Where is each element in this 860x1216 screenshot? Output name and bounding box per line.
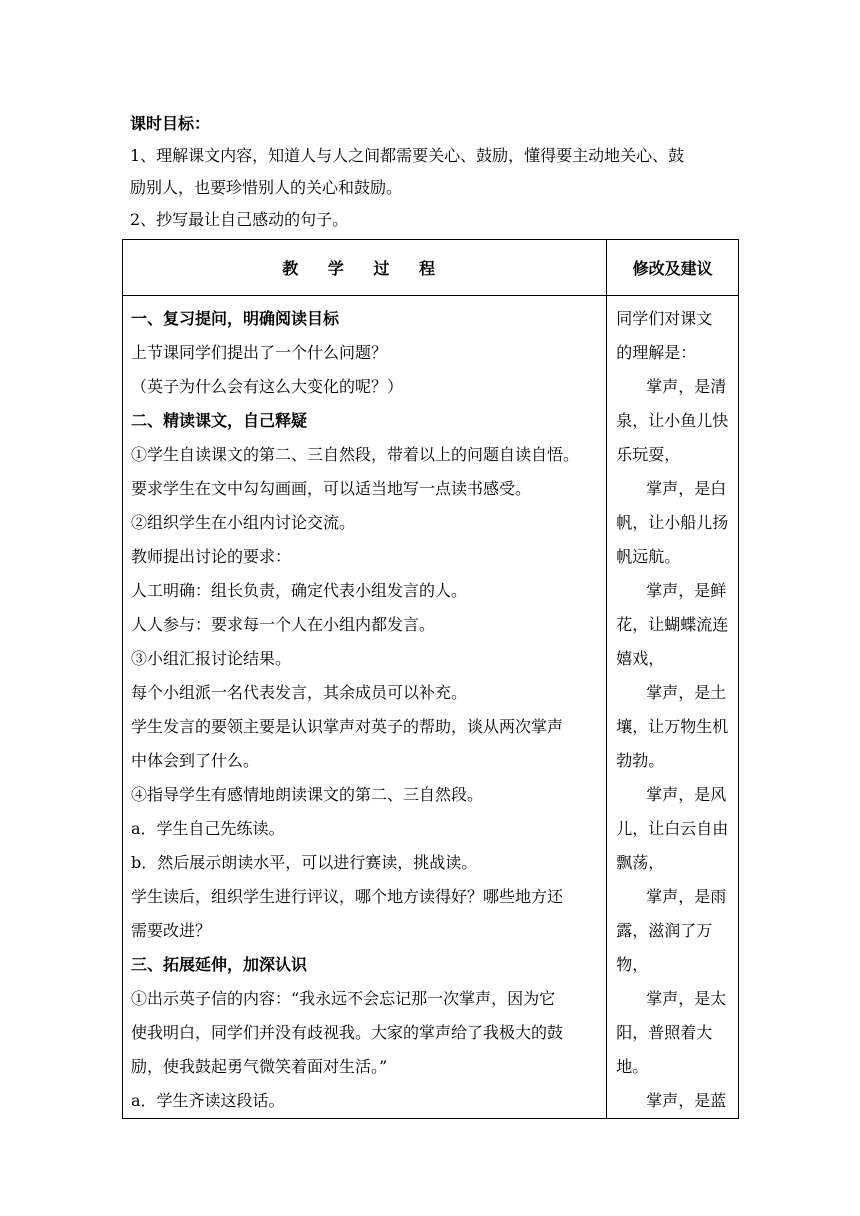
- suggestion-line: 花，让蝴蝶流连: [616, 615, 729, 634]
- suggestion-line: 掌声，是雨: [646, 887, 727, 906]
- suggestion-line: 泉，让小鱼儿快: [616, 411, 729, 430]
- teaching-plan-table: [122, 239, 739, 1119]
- suggestion-line: 地。: [616, 1057, 649, 1076]
- process-line: 学生发言的要领主要是认识掌声对英子的帮助，谈从两次掌声: [131, 717, 564, 736]
- process-line: （英子为什么会有这么大变化的呢？）: [131, 377, 404, 396]
- table-body-row: [123, 296, 739, 1119]
- process-line: a．学生齐读这段话。: [131, 1091, 285, 1110]
- process-line: 需要改进？: [131, 921, 212, 940]
- process-line: 人人参与：要求每一个人在小组内都发言。: [131, 615, 436, 634]
- suggestion-line: 物，: [616, 955, 649, 974]
- suggestion-line: 掌声，是白: [646, 479, 727, 498]
- suggestion-line: 儿，让白云自由: [616, 819, 729, 838]
- section-heading: 一、复习提问，明确阅读目标: [131, 309, 340, 328]
- process-line: 励，使我鼓起勇气微笑着面对生活。”: [131, 1057, 388, 1076]
- header-revision-suggestions: 修改及建议: [607, 240, 739, 296]
- suggestion-line: 的理解是：: [616, 343, 697, 362]
- table-header-row: [123, 240, 739, 296]
- teaching-process-cell: [123, 296, 607, 1119]
- process-line: 要求学生在文中勾勾画画，可以适当地写一点读书感受。: [131, 479, 532, 498]
- suggestion-line: 嬉戏，: [616, 649, 665, 668]
- suggestion-line: 同学们对课文: [616, 309, 713, 328]
- process-line: b．然后展示朗读水平，可以进行赛读，挑战读。: [131, 853, 478, 872]
- header-teaching-process: 教 学 过 程: [123, 240, 607, 296]
- revision-suggestions-text: [607, 296, 738, 1118]
- suggestion-line: 帆远航。: [616, 547, 681, 566]
- section-heading: 二、精读课文，自己释疑: [131, 411, 308, 430]
- process-line: 学生读后，组织学生进行评议，哪个地方读得好？哪些地方还: [131, 887, 564, 906]
- process-line: ③小组汇报讨论结果。: [131, 649, 292, 668]
- suggestion-line: 掌声，是风: [646, 785, 727, 804]
- process-line: ④指导学生有感情地朗读课文的第二、三自然段。: [131, 785, 484, 804]
- process-line: 使我明白，同学们并没有歧视我。大家的掌声给了我极大的鼓: [131, 1023, 564, 1042]
- process-line: 中体会到了什么。: [131, 751, 260, 770]
- section-heading: 三、拓展延伸，加深认识: [131, 955, 308, 974]
- suggestion-line: 乐玩耍，: [616, 445, 681, 464]
- objective-1-line-2: 励别人，也要珍惜别人的关心和鼓励。: [130, 178, 403, 197]
- process-line: 每个小组派一名代表发言，其余成员可以补充。: [131, 683, 468, 702]
- process-line: ①学生自读课文的第二、三自然段，带着以上的问题自读自悟。: [131, 445, 580, 464]
- suggestion-line: 掌声，是蓝: [646, 1091, 727, 1110]
- teaching-process-text: [123, 296, 606, 1118]
- process-line: ②组织学生在小组内讨论交流。: [131, 513, 356, 532]
- process-line: ①出示英子信的内容：“我永远不会忘记那一次掌声，因为它: [131, 989, 556, 1008]
- suggestion-line: 掌声，是土: [646, 683, 727, 702]
- suggestion-line: 勃勃。: [616, 751, 665, 770]
- process-line: a．学生自己先练读。: [131, 819, 285, 838]
- suggestion-line: 阳，普照着大: [616, 1023, 713, 1042]
- suggestion-line: 壤，让万物生机: [616, 717, 729, 736]
- objective-2: 2、抄写最让自己感动的句子。: [130, 210, 349, 229]
- objective-1-line-1: 1、理解课文内容，知道人与人之间都需要关心、鼓励，懂得要主动地关心、鼓: [130, 146, 685, 165]
- revision-suggestions-cell: [607, 296, 739, 1119]
- suggestion-line: 掌声，是鲜: [646, 581, 727, 600]
- suggestion-line: 掌声，是太: [646, 989, 727, 1008]
- suggestion-line: 掌声，是清: [646, 377, 727, 396]
- lesson-objectives: [130, 108, 750, 236]
- process-line: 上节课同学们提出了一个什么问题？: [131, 343, 388, 362]
- suggestion-line: 露，滋润了万: [616, 921, 713, 940]
- process-line: 教师提出讨论的要求：: [131, 547, 292, 566]
- suggestion-line: 帆，让小船儿扬: [616, 513, 729, 532]
- objectives-heading: 课时目标：: [130, 114, 211, 133]
- process-line: 人工明确：组长负责，确定代表小组发言的人。: [131, 581, 468, 600]
- suggestion-line: 飘荡，: [616, 853, 665, 872]
